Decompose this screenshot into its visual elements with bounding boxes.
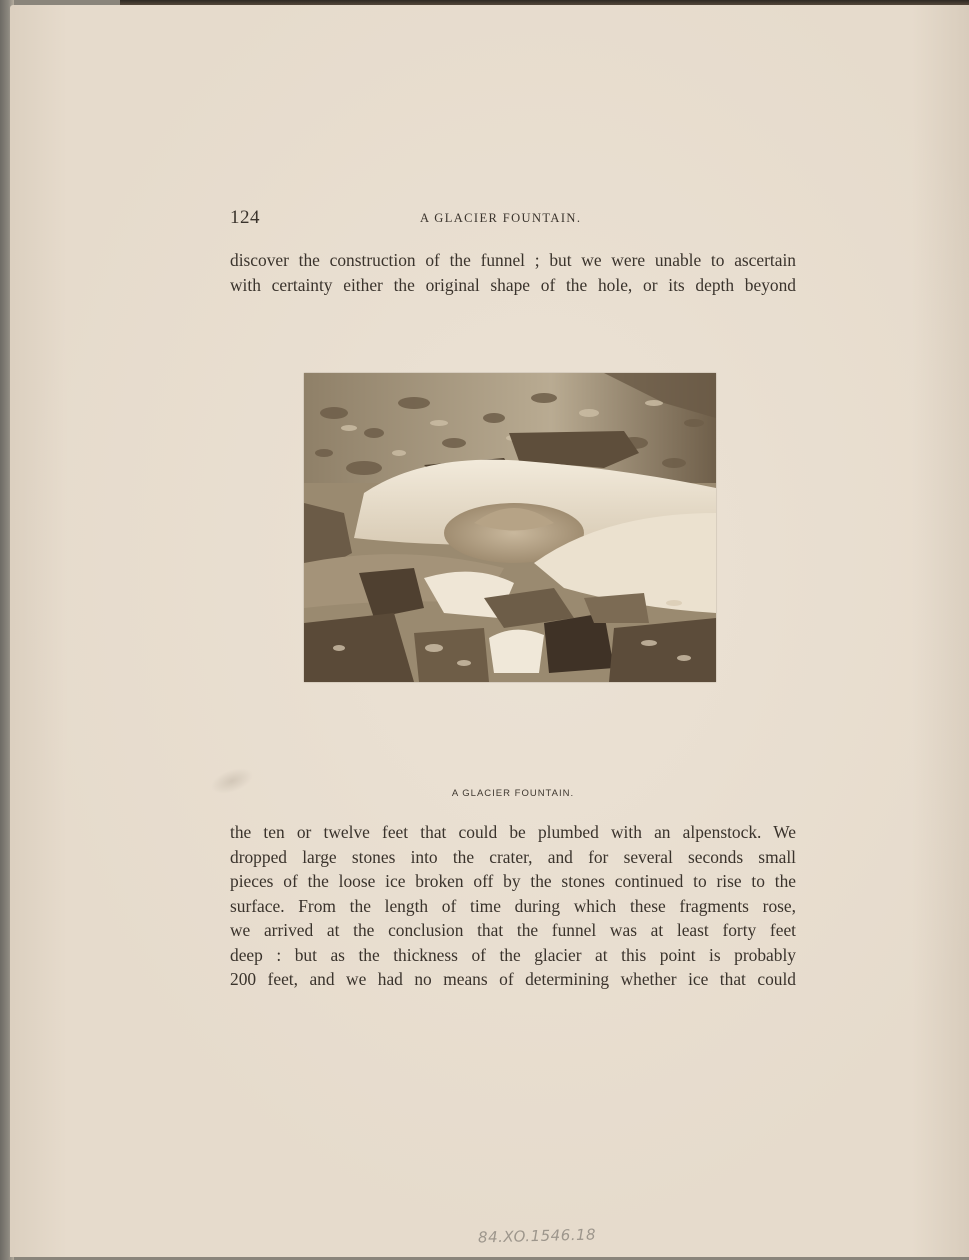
glacier-fountain-photograph <box>304 373 716 682</box>
text-line: surface. From the length of time during which these fragments rose, <box>230 895 796 916</box>
running-title: A GLACIER FOUNTAIN. <box>420 211 582 225</box>
text-line: the ten or twelve feet that could be plumbed with an alpenstock. We <box>230 822 796 842</box>
running-head <box>230 207 796 231</box>
plate-caption: A GLACIER FOUNTAIN. <box>451 788 575 799</box>
text-line: dropped large stones into the crater, and for several seconds small <box>230 846 796 867</box>
accession-number: 84.XO.1546.18 <box>477 1225 597 1247</box>
text-line: discover the construction of the funnel ; but we were unable to ascertain <box>230 250 796 270</box>
text-line: 200 feet, and we had no means of determining whether ice that could <box>230 969 796 989</box>
paragraph-after-plate <box>230 820 796 992</box>
text-line: with certainty either the original shape of the hole, or its depth beyond <box>230 274 796 295</box>
text-line: we arrived at the conclusion that the funnel was at least forty feet <box>230 920 796 940</box>
paragraph-before-plate <box>230 248 796 297</box>
book-page <box>10 5 969 1257</box>
text-line: pieces of the loose ice broken off by the stones continued to rise to the <box>230 871 796 891</box>
text-line: deep : but as the thickness of the glacier at this point is probably <box>230 944 796 965</box>
page-number: 124 <box>230 207 260 228</box>
